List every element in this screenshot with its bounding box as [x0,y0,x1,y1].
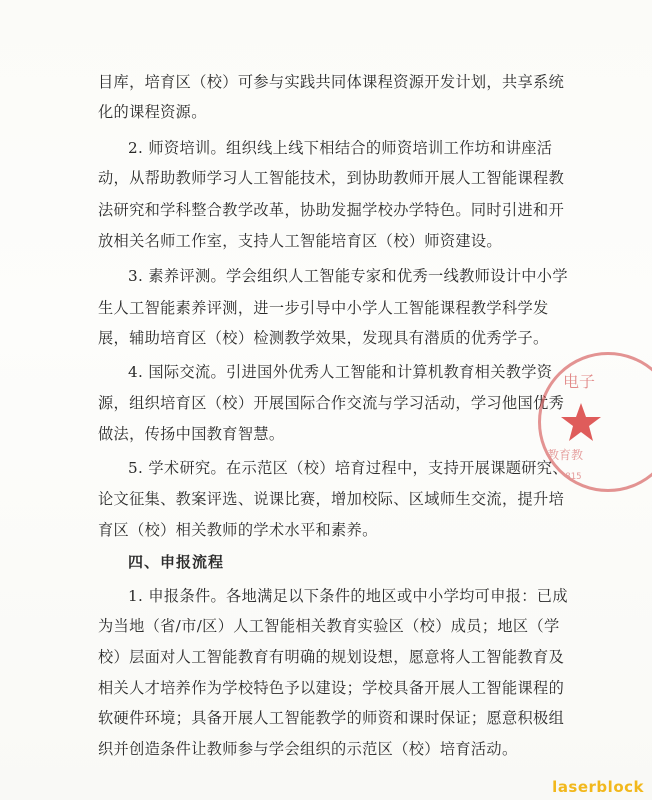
paragraph-line: 展，辅助培育区（校）检测教学效果，发现具有潜质的优秀学子。 [98,329,549,347]
seal-middle-text: 教育教 [547,448,584,462]
seal-star-icon [561,403,601,441]
seal-graphic [541,355,652,492]
paragraph-line: 生人工智能素养评测，进一步引导中小学人工智能课程教学科学发 [98,299,549,317]
paragraph-line: 软硬件环境；具备开展人工智能教学的师资和课时保证；愿意积极组 [98,709,565,727]
paragraph-line: 3. 素养评测。学会组织人工智能专家和优秀一线教师设计中小学 [128,267,568,285]
paragraph-line: 育区（校）相关教师的学术水平和素养。 [98,521,378,539]
paragraph-line: 化的课程资源。 [98,103,207,121]
official-seal [538,352,652,492]
paragraph-line: 1. 申报条件。各地满足以下条件的地区或中小学均可申报：已成 [128,587,568,605]
paragraph-line: 校）层面对人工智能教育有明确的规划设想，愿意将人工智能教育及 [98,648,565,666]
paragraph-line: 法研究和学科整合教学改革，协助发掘学校办学特色。同时引进和开 [98,201,565,219]
section-heading: 四、申报流程 [128,553,225,571]
paragraph-line: 2. 师资培训。组织线上线下相结合的师资培训工作坊和讲座活 [128,139,553,157]
paragraph-line: 为当地（省/市/区）人工智能相关教育实验区（校）成员；地区（学 [98,617,560,635]
paragraph-line: 4. 国际交流。引进国外优秀人工智能和计算机教育相关教学资 [128,363,553,381]
paragraph-line: 织并创造条件让教师参与学会组织的示范区（校）培育活动。 [98,740,518,758]
paragraph-line: 放相关名师工作室，支持人工智能培育区（校）师资建设。 [98,232,502,250]
paragraph-line: 动，从帮助教师学习人工智能技术，到协助教师开展人工智能课程教 [98,169,565,187]
seal-bottom-text: 770815 [549,472,582,482]
seal-top-text: 电子 [563,372,596,391]
paragraph-line: 相关人才培养作为学校特色予以建设；学校具备开展人工智能课程的 [98,679,565,697]
paragraph-line: 做法，传扬中国教育智慧。 [98,425,285,443]
paragraph-line: 源，组织培育区（校）开展国际合作交流与学习活动，学习他国优秀 [98,394,565,412]
paragraph-line: 5. 学术研究。在示范区（校）培育过程中，支持开展课题研究、 [128,459,568,477]
paragraph-line: 论文征集、教案评选、说课比赛，增加校际、区域师生交流，提升培 [98,490,565,508]
watermark: laserblock [552,778,644,796]
paragraph-line: 目库，培育区（校）可参与实践共同体课程资源开发计划，共享系统 [98,73,565,91]
